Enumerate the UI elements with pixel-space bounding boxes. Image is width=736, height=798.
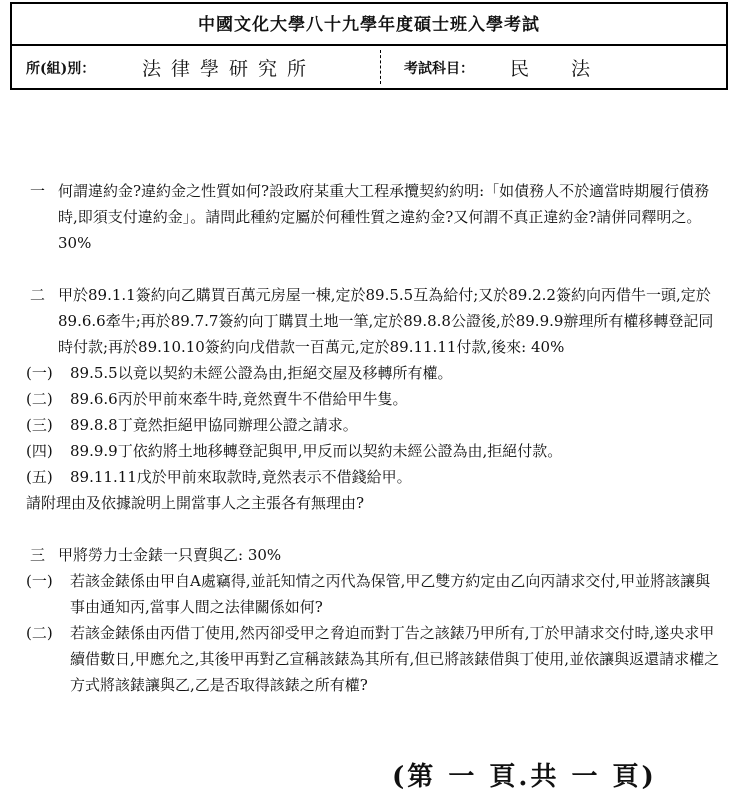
sub-item-label: (三) xyxy=(26,416,53,434)
question-2 xyxy=(30,282,730,360)
sub-item-label: (一) xyxy=(26,572,53,590)
department-label: 所(組)別： xyxy=(26,61,96,77)
sub-item xyxy=(26,438,730,464)
sub-item xyxy=(26,386,730,412)
sub-item-text: 89.11.11戊於甲前來取款時,竟然表示不借錢給甲。 xyxy=(70,468,412,486)
sub-item-label: (五) xyxy=(26,468,53,486)
sub-item-text: 89.9.9丁依約將土地移轉登記與甲,甲反而以契約未經公證為由,拒絕付款。 xyxy=(70,442,563,460)
sub-item xyxy=(26,620,730,698)
sub-item xyxy=(26,360,730,386)
question-text: 甲將勞力士金錶一只賣與乙: 30% xyxy=(58,546,282,564)
sub-item-label: (一) xyxy=(26,364,53,382)
question-number: 三 xyxy=(30,546,46,564)
header-divider xyxy=(380,50,381,84)
sub-item-label: (四) xyxy=(26,442,53,460)
question-text: 甲於89.1.1簽約向乙購買百萬元房屋一棟,定於89.5.5互為給付;又於89.2.2簽約向丙借牛一頭,定於89.6.6牽牛;再於89.7.7簽約向丁購買土地一筆,定於89.8.8公證後,於89.9.9辦理所有權移轉登記同時付款;再於89.10.10簽約向戊借款一百萬元,定於89.11.11付款,後來: 40% xyxy=(58,286,714,356)
sub-item-text: 89.8.8丁竟然拒絕甲協同辦理公證之請求。 xyxy=(70,416,358,434)
question-spacer xyxy=(30,516,730,542)
subject-value: 民法 xyxy=(510,58,633,80)
question-number: 二 xyxy=(30,286,46,304)
question-closing: 請附理由及依據說明上開當事人之主張各有無理由? xyxy=(26,494,365,512)
sub-item xyxy=(26,568,730,620)
sub-item-label: (二) xyxy=(26,624,53,642)
exam-questions xyxy=(26,178,730,698)
sub-item-text: 若該金錶係由甲自A處竊得,並託知情之丙代為保管,甲乙雙方約定由乙向丙請求交付,甲並將該讓與事由通知丙,當事人間之法律關係如何? xyxy=(70,572,711,616)
sub-item xyxy=(26,412,730,438)
sub-item-text: 89.6.6丙於甲前來牽牛時,竟然賣牛不借給甲牛隻。 xyxy=(70,390,408,408)
question-1 xyxy=(30,178,730,256)
question-3 xyxy=(30,542,730,568)
sub-item xyxy=(26,464,730,490)
question-text: 何謂違約金?違約金之性質如何?設政府某重大工程承攬契約約明:「如債務人不於適當時期履行債務時,即須支付違約金」。請問此種約定屬於何種性質之違約金?又何謂不真正違約金?請併同釋明之。30% xyxy=(58,182,710,252)
exam-title: 中國文化大學八十九學年度碩士班入學考試 xyxy=(12,4,726,46)
question-spacer xyxy=(30,256,730,282)
exam-info-row xyxy=(12,46,726,88)
department-value: 法律學研究所 xyxy=(142,58,317,80)
sub-item-text: 89.5.5以竟以契約未經公證為由,拒絕交屋及移轉所有權。 xyxy=(70,364,453,382)
page-number-footer: (第 一 頁.共 一 頁) xyxy=(392,762,657,792)
exam-header xyxy=(10,2,728,90)
question-number: 一 xyxy=(30,182,46,200)
sub-item-text: 若該金錶係由丙借丁使用,然丙卻受甲之脅迫而對丁告之該錶乃甲所有,丁於甲請求交付時,遂央求甲續借數日,甲應允之,其後甲再對乙宣稱該錶為其所有,但已將該錶借與丁使用,並依讓與返還請求權之方式將該錶讓與乙,乙是否取得該錶之所有權? xyxy=(70,624,720,694)
sub-item-label: (二) xyxy=(26,390,53,408)
subject-label: 考試科目： xyxy=(404,61,474,77)
